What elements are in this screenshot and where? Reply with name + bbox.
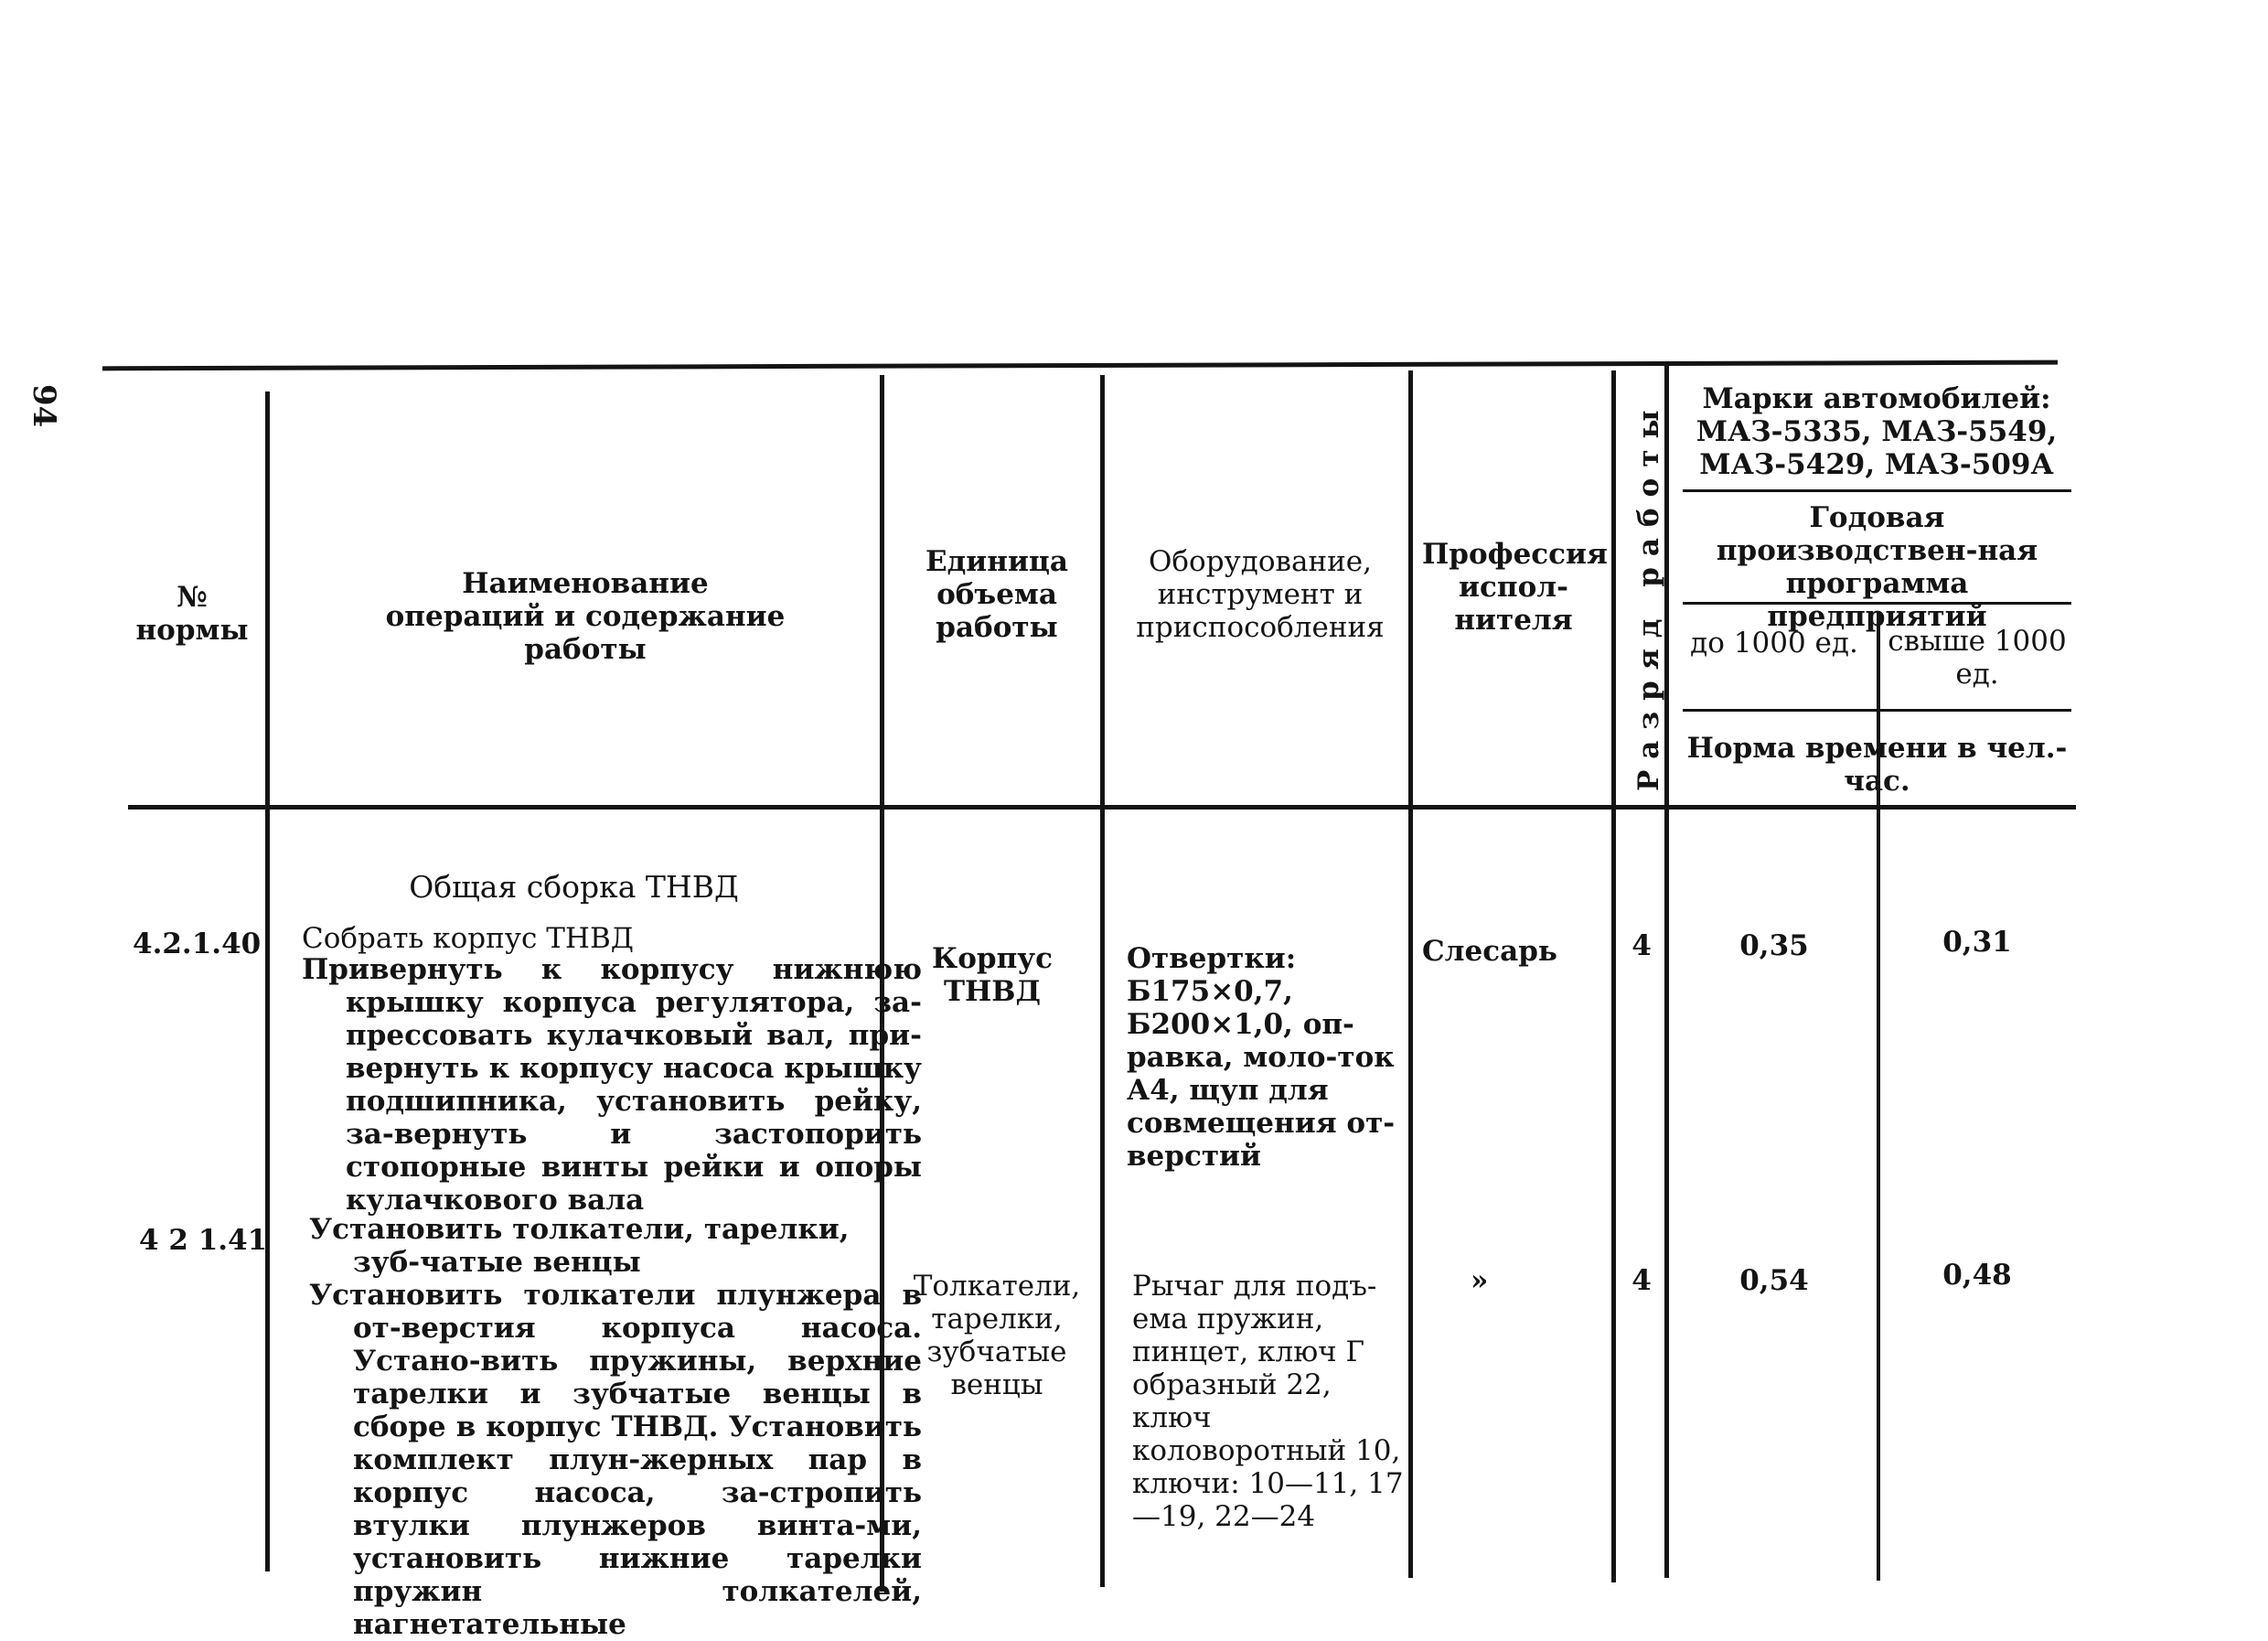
header-profession: Профессия испол-нителя xyxy=(1422,538,1608,637)
header-over-1000: свыше 1000 ед. xyxy=(1888,625,2067,691)
table-top-rule xyxy=(102,360,2058,371)
row-1-profession: Слесарь xyxy=(1422,935,1557,968)
section-title: Общая сборка ТНВД xyxy=(409,869,739,905)
row-2-norm-up-to-1000: 0,54 xyxy=(1739,1264,1809,1297)
col-rule-1 xyxy=(265,391,270,1571)
header-unit: Единица объема работы xyxy=(925,545,1068,644)
row-2-title: Установить толкатели, тарелки, зуб-чатые венцы xyxy=(309,1213,850,1279)
row-1-title: Собрать корпус ТНВД xyxy=(302,922,634,955)
header-operation: Наименование операций и содержание работы xyxy=(385,567,786,666)
row-2-rank: 4 xyxy=(1631,1264,1652,1297)
header-equipment: Оборудование, инструмент и приспособления xyxy=(1136,545,1385,644)
header-annual-program: Годовая производствен-ная программа предприятий xyxy=(1716,501,2038,633)
row-2-equipment: Рычаг для подъ-ема пружин, пинцет, ключ Г образный 22, ключ коловоротный 10, ключи: 10—11, 17—19, 22—24 xyxy=(1132,1270,1404,1533)
header-rank: Разряд работы xyxy=(1632,399,1665,791)
brands-rule xyxy=(1683,489,2071,492)
row-1-norm-over-1000: 0,31 xyxy=(1942,926,2012,959)
page-number: 94 xyxy=(26,384,62,428)
row-1-rank: 4 xyxy=(1631,929,1652,962)
row-1-equipment: Отвертки: Б175×0,7, Б200×1,0, оп-равка, моло-ток А4, щуп для совмещения от-верстий xyxy=(1127,942,1396,1173)
header-up-to-1000: до 1000 ед. xyxy=(1690,627,1858,660)
row-2-norm-no: 4 2 1.41 xyxy=(139,1224,268,1257)
header-time-norm: Норма времени в чел.-час. xyxy=(1686,732,2068,798)
row-1-norm-no: 4.2.1.40 xyxy=(133,928,262,960)
header-car-brands: Марки автомобилей: МАЗ-5335, МАЗ-5549, МАЗ-5429, МАЗ-509А xyxy=(1696,382,2058,481)
row-1-norm-up-to-1000: 0,35 xyxy=(1739,929,1809,962)
col-rule-3 xyxy=(1100,375,1105,1587)
row-2-content: Установить толкатели плунжера в от-верстия корпуса насоса. Устано-вить пружины, верхние тарелки и зубчатые венцы в сборе в корпус ТНВД. Установить комплект плун-жерных пар в корпус насоса, за-стропить втулки плунжеров винта-ми, установить нижние тарелки пружин толкателей, нагнетательные xyxy=(309,1279,922,1641)
row-1-content: Привернуть к корпусу нижнюю крышку корпуса регулятора, за-прессовать кулачковый вал, при-вернуть к корпусу насоса крышку подшипника, установить рейку, за-вернуть и застопорить стопорные винты рейки и опоры кулачкового вала xyxy=(302,953,922,1217)
header-norm-no: № нормы xyxy=(135,581,249,647)
row-2-profession: » xyxy=(1471,1264,1489,1297)
row-1-unit: Корпус ТНВД xyxy=(932,942,1053,1008)
row-2-unit: Толкатели, тарелки, зубчатые венцы xyxy=(913,1270,1081,1401)
row-2-norm-over-1000: 0,48 xyxy=(1942,1259,2012,1292)
